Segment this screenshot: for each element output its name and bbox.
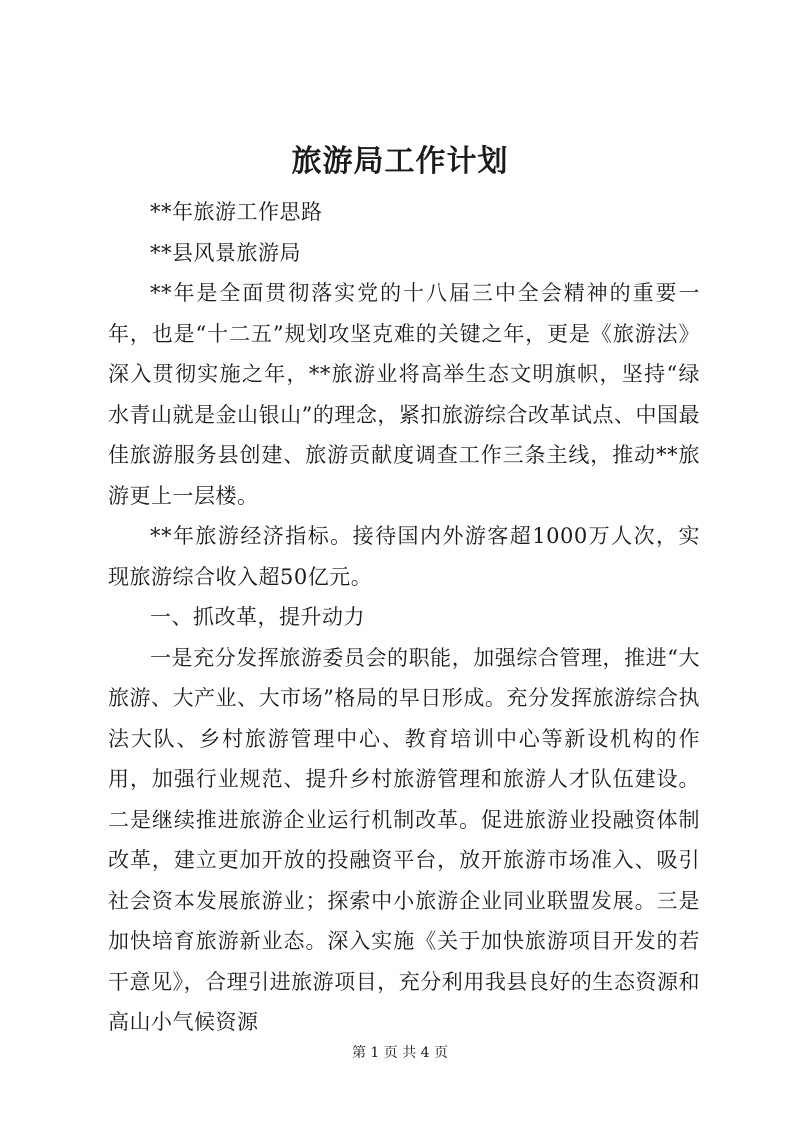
paragraph-reform-details: 一是充分发挥旅游委员会的职能，加强综合管理，推进“大旅游、大产业、大市场”格局的早日形成。充分发挥旅游综合执法大队、乡村旅游管理中心、教育培训中心等新设机构的作用，加强行业规范、提升乡村旅游管理和旅游人才队伍建设。二是继续推进旅游企业运行机制改革。促进旅游业投融资体制改革，建立更加开放的投融资平台，放开旅游市场准入、吸引社会资本发展旅游业；探索中小旅游企业同业联盟发展。三是加快培育旅游新业态。深入实施《关于加快旅游项目开发的若干意见》，合理引进旅游项目，充分利用我县良好的生态资源和高山小气候资源: [108, 645, 700, 1034]
paragraph-work-ideas: **年旅游工作思路: [150, 200, 323, 224]
section-heading-reform: 一、抓改革，提升动力: [150, 605, 365, 629]
page-footer: 第 1 页 共 4 页: [351, 1045, 449, 1061]
paragraph-issuer: **县风景旅游局: [150, 240, 301, 265]
paragraph-economic-targets: **年旅游经济指标。接待国内外游客超1000万人次，实现旅游综合收入超50亿元。: [108, 524, 700, 589]
document-title: 旅游局工作计划: [291, 144, 509, 179]
paragraph-intro: **年是全面贯彻落实党的十八届三中全会精神的重要一年，也是“十二五”规划攻坚克难的关键之年，更是《旅游法》深入贯彻实施之年，**旅游业将高举生态文明旗帜，坚持“绿水青山就是金山银山”的理念，紧扣旅游综合改革试点、中国最佳旅游服务县创建、旅游贡献度调查工作三条主线，推动**旅游更上一层楼。: [108, 281, 700, 508]
document-body: [108, 192, 700, 1043]
